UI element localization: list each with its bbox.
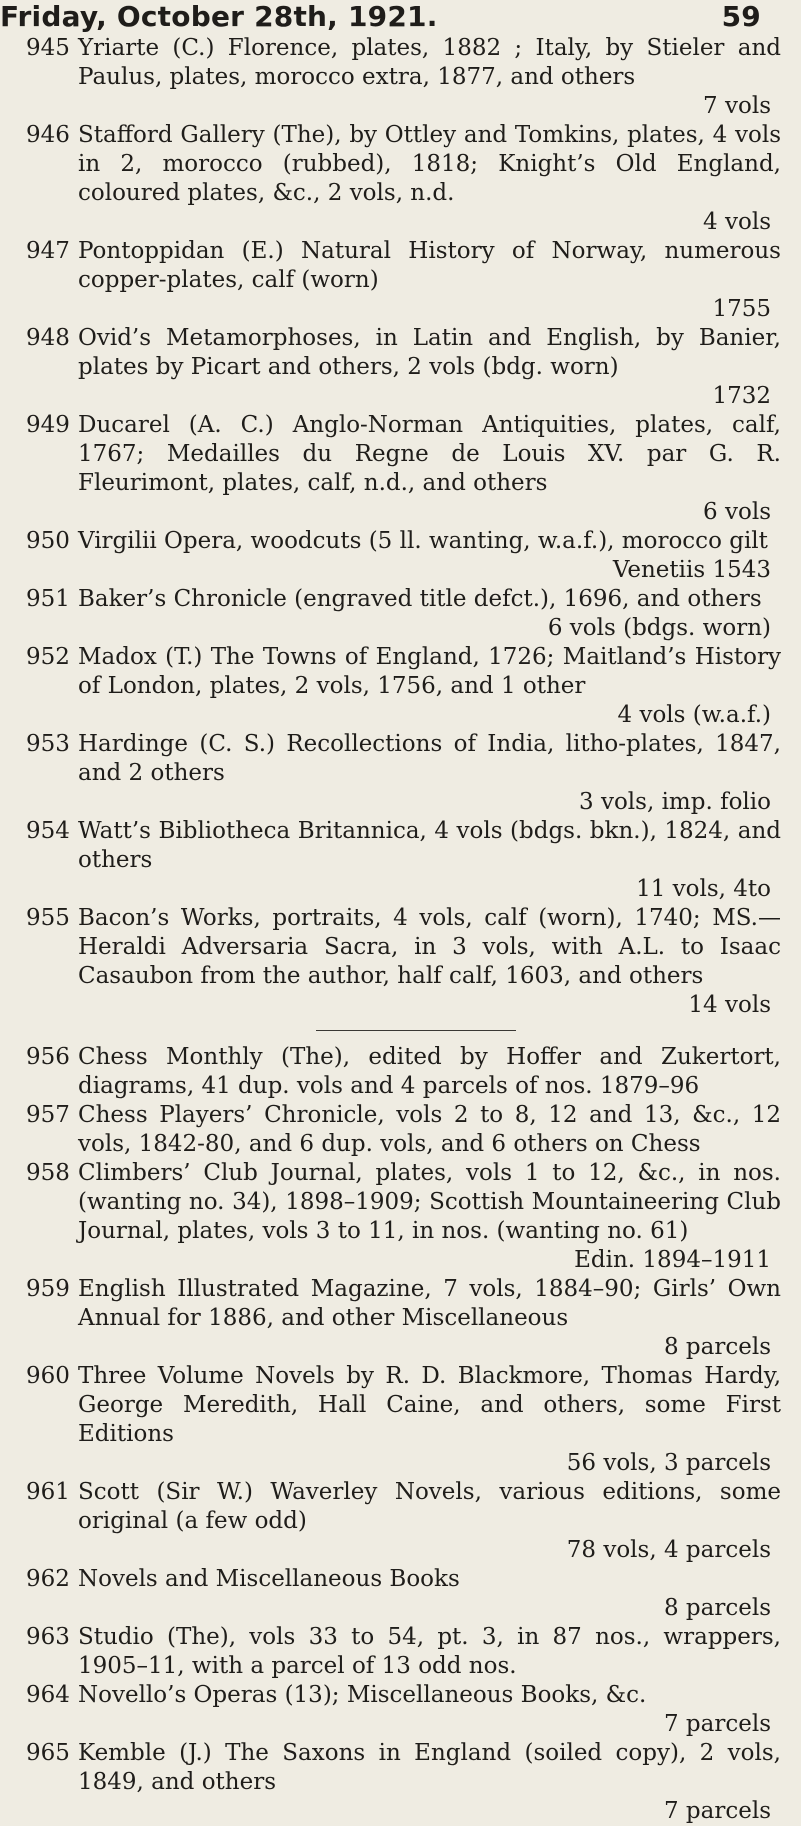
lot-description: Bacon’s Works, portraits, 4 vols, calf (worn), 1740; MS.—Heraldi Adversaria Sacra, in 3 vols, with A.L. to Isaac Casaubon from the author, half calf, 1603, and others (78, 905, 781, 989)
lot-number: 951 (26, 586, 70, 612)
lot-entry (0, 324, 781, 411)
lot-entry (0, 1565, 781, 1623)
lot-entry (0, 1739, 781, 1826)
lot-entry (0, 1623, 781, 1681)
lot-quantity: 1732 (712, 383, 771, 409)
lot-quantity: 1755 (712, 296, 771, 322)
lot-description: Watt’s Bibliotheca Britannica, 4 vols (bdgs. bkn.), 1824, and others (78, 818, 781, 873)
lot-quantity: 6 vols (703, 499, 771, 525)
lot-group-b (0, 1043, 781, 1826)
lot-description: Kemble (J.) The Saxons in England (soiled copy), 2 vols, 1849, and others (78, 1740, 781, 1795)
lot-number: 948 (26, 325, 70, 351)
lot-quantity: 4 vols (703, 209, 771, 235)
lot-entry (0, 121, 781, 237)
lot-entry (0, 1101, 781, 1159)
lot-entry (0, 34, 781, 121)
lot-group-a (0, 34, 781, 1020)
lot-number: 945 (26, 35, 70, 61)
page-title: Friday, October 28th, 1921. (0, 0, 438, 33)
lot-description: Stafford Gallery (The), by Ottley and Tomkins, plates, 4 vols in 2, morocco (rubbed), 1818; Knight’s Old England, coloured plates, &c., 2 vols, n.d. (78, 122, 781, 206)
lot-description: Madox (T.) The Towns of England, 1726; Maitland’s History of London, plates, 2 vols, 1756, and 1 other (78, 644, 781, 699)
lot-number: 959 (26, 1276, 70, 1302)
lot-quantity: 8 parcels (663, 1334, 771, 1360)
lot-description: Chess Players’ Chronicle, vols 2 to 8, 12 and 13, &c., 12 vols, 1842-80, and 6 dup. vols, and 6 others on Chess (78, 1102, 781, 1157)
lot-number: 949 (26, 412, 70, 438)
lot-entry (0, 643, 781, 730)
lot-quantity: 8 parcels (663, 1595, 771, 1621)
lot-number: 958 (26, 1160, 70, 1186)
lot-description: Ovid’s Metamorphoses, in Latin and English, by Banier, plates by Picart and others, 2 vols (bdg. worn) (78, 325, 781, 380)
lot-number: 962 (26, 1566, 70, 1592)
lot-entry (0, 1159, 781, 1275)
lot-entry (0, 730, 781, 817)
lot-entry (0, 411, 781, 527)
lot-number: 953 (26, 731, 70, 757)
lot-description: Chess Monthly (The), edited by Hoffer and Zukertort, diagrams, 41 dup. vols and 4 parcels of nos. 1879–96 (78, 1044, 781, 1099)
lot-number: 965 (26, 1740, 70, 1766)
lot-entry (0, 904, 781, 1020)
lot-entry (0, 817, 781, 904)
lot-description: Studio (The), vols 33 to 54, pt. 3, in 87 nos., wrappers, 1905–11, with a parcel of 13 odd nos. (78, 1624, 781, 1679)
lot-description: Three Volume Novels by R. D. Blackmore, Thomas Hardy, George Meredith, Hall Caine, and others, some First Editions (78, 1363, 781, 1447)
lot-number: 963 (26, 1624, 70, 1650)
lot-quantity: Venetiis 1543 (612, 557, 771, 583)
lot-entry (0, 1043, 781, 1101)
section-divider (316, 1030, 516, 1031)
lot-quantity: 7 parcels (663, 1711, 771, 1737)
lot-number: 964 (26, 1682, 70, 1708)
lot-number: 946 (26, 122, 70, 148)
page-header (0, 0, 801, 38)
lot-description: Yriarte (C.) Florence, plates, 1882 ; Italy, by Stieler and Paulus, plates, morocco extra, 1877, and others (78, 35, 781, 90)
lot-quantity: 7 vols (703, 93, 771, 119)
lot-number: 955 (26, 905, 70, 931)
lot-entry (0, 1275, 781, 1362)
lot-quantity: 4 vols (w.a.f.) (617, 702, 771, 728)
lot-description: Pontoppidan (E.) Natural History of Norway, numerous copper-plates, calf (worn) (78, 238, 781, 293)
lot-quantity: Edin. 1894–1911 (574, 1247, 771, 1273)
lot-number: 952 (26, 644, 70, 670)
lot-entry (0, 585, 781, 643)
lot-quantity: 11 vols, 4to (636, 876, 771, 902)
lot-number: 947 (26, 238, 70, 264)
lot-number: 960 (26, 1363, 70, 1389)
lot-description: Novello’s Operas (13); Miscellaneous Books, &c. (78, 1682, 647, 1708)
lot-number: 956 (26, 1044, 70, 1070)
lot-entry (0, 1681, 781, 1739)
lot-description: Baker’s Chronicle (engraved title defct.), 1696, and others (78, 586, 762, 612)
lot-entry (0, 237, 781, 324)
page-number: 59 (721, 0, 761, 33)
lot-quantity: 56 vols, 3 parcels (566, 1450, 771, 1476)
lot-description: Scott (Sir W.) Waverley Novels, various editions, some original (a few odd) (78, 1479, 781, 1534)
lot-quantity: 6 vols (bdgs. worn) (547, 615, 771, 641)
lot-description: Climbers’ Club Journal, plates, vols 1 to 12, &c., in nos. (wanting no. 34), 1898–1909; Scottish Mountaineering Club Journal, plates, vols 3 to 11, in nos. (wanting no. 61) (78, 1160, 781, 1244)
lot-quantity: 14 vols (688, 992, 771, 1018)
lot-description: Ducarel (A. C.) Anglo-Norman Antiquities, plates, calf, 1767; Medailles du Regne de Louis XV. par G. R. Fleurimont, plates, calf, n.d., and others (78, 412, 781, 496)
lot-number: 957 (26, 1102, 70, 1128)
lot-entry (0, 1362, 781, 1478)
lot-number: 950 (26, 528, 70, 554)
lot-number: 961 (26, 1479, 70, 1505)
lot-description: English Illustrated Magazine, 7 vols, 1884–90; Girls’ Own Annual for 1886, and other Miscellaneous (78, 1276, 781, 1331)
lot-description: Virgilii Opera, woodcuts (5 ll. wanting, w.a.f.), morocco gilt (78, 528, 768, 554)
lot-quantity: 3 vols, imp. folio (579, 789, 771, 815)
lot-number: 954 (26, 818, 70, 844)
lot-entry (0, 1478, 781, 1565)
lot-list (0, 34, 781, 1826)
lot-description: Hardinge (C. S.) Recollections of India, litho-plates, 1847, and 2 others (78, 731, 781, 786)
lot-quantity: 7 parcels (663, 1798, 771, 1824)
lot-description: Novels and Miscellaneous Books (78, 1566, 460, 1592)
lot-quantity: 78 vols, 4 parcels (566, 1537, 771, 1563)
lot-entry (0, 527, 781, 585)
